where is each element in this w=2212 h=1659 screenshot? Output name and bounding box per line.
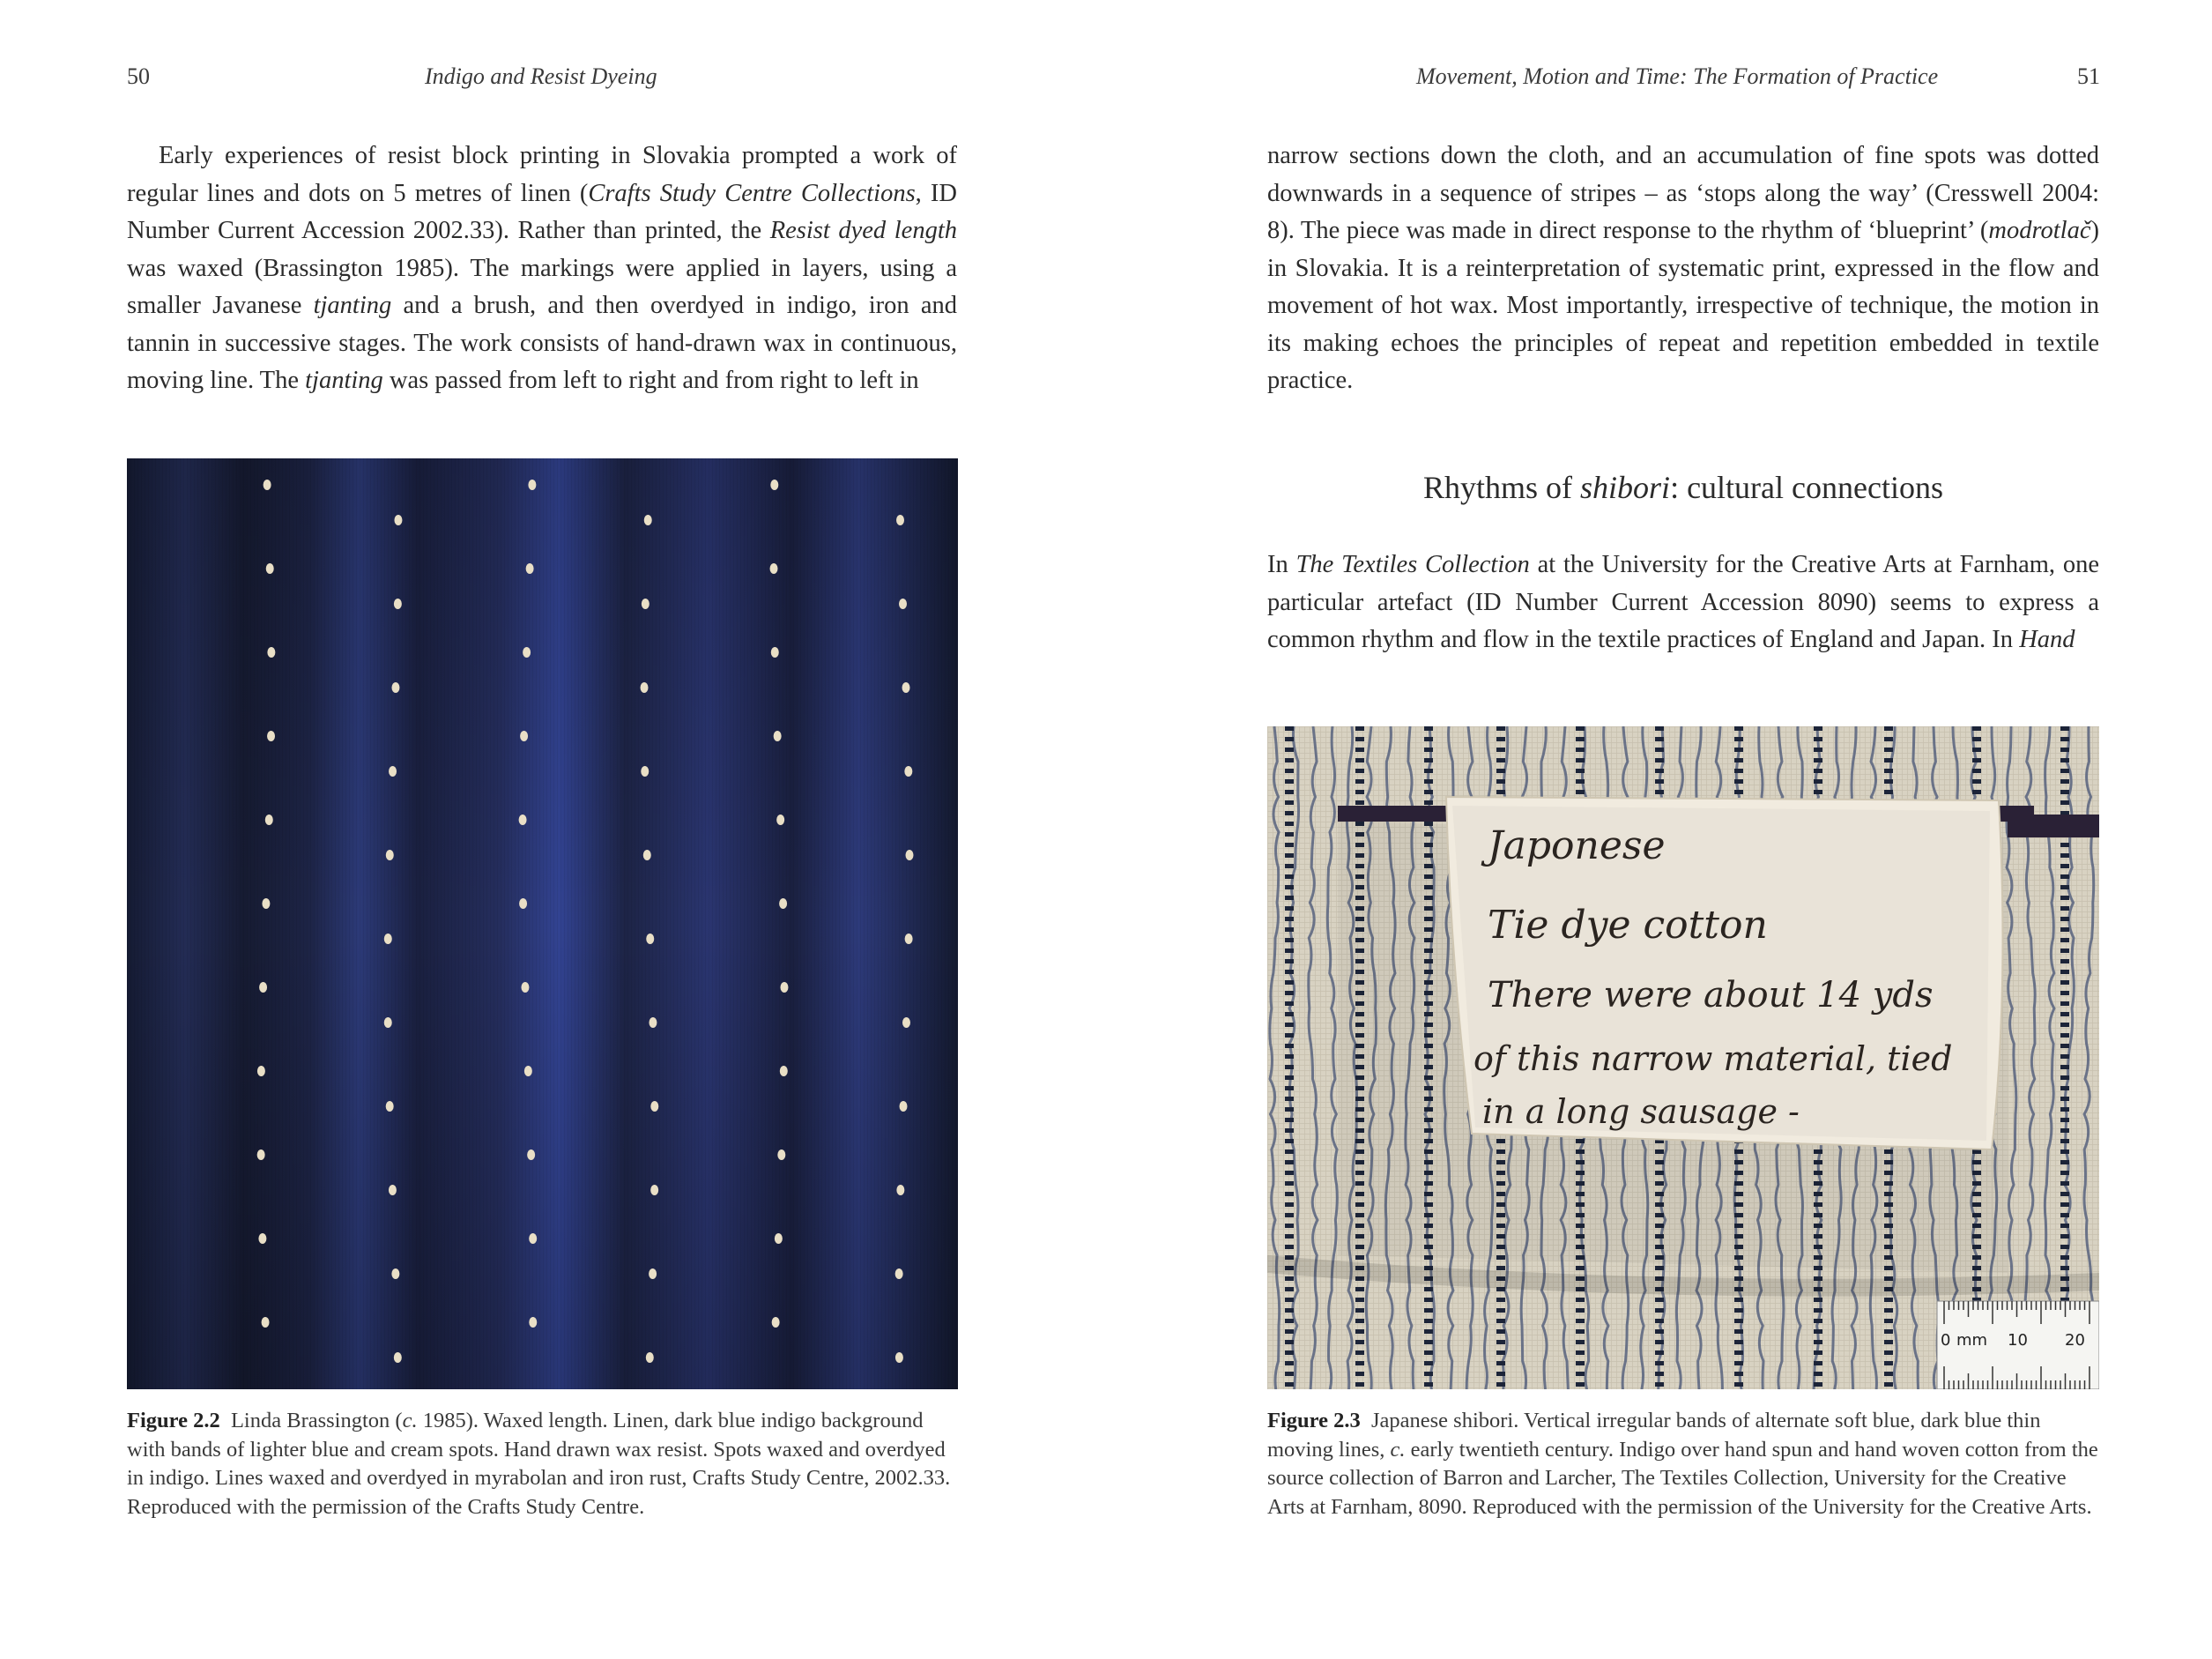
- scale-ruler: [1937, 1301, 2099, 1389]
- figure-label: Figure 2.3: [1267, 1409, 1361, 1432]
- body-paragraph: Early experiences of resist block printing in Slovakia prompted a work of regular lines and dots on 5 metres of linen (Crafts Study Centre Collections, ID Number Current Accession 2002.33). Rather than printed, the Resist dyed length was waxed (Brassington 1985). The markings were applied in layers, using a smaller Javanese tjanting and a brush, and then overdyed in indigo, iron and tannin in successive stages. The work consists of hand-drawn wax in continuous, moving line. The tjanting was passed from left to right and from right to left in: [127, 142, 958, 394]
- wax-spot: [258, 1233, 266, 1244]
- page-number: 51: [2077, 63, 2100, 89]
- wax-spot: [896, 1185, 904, 1195]
- wax-spot: [776, 815, 784, 825]
- wax-spot: [902, 1017, 910, 1028]
- wax-spot: [257, 1066, 265, 1076]
- svg-text:10: 10: [2008, 1331, 2028, 1350]
- figure-photo-shibori-cloth: [1267, 726, 2099, 1389]
- wax-spot: [384, 934, 392, 944]
- wax-spot: [523, 647, 531, 658]
- wax-spot: [264, 480, 271, 490]
- wax-spot: [267, 731, 275, 741]
- wax-spot: [641, 682, 649, 693]
- page-number: 50: [127, 63, 150, 89]
- wax-spot: [389, 1185, 397, 1195]
- wax-spot: [895, 1352, 903, 1363]
- wax-spot: [389, 766, 397, 777]
- figure-caption: Figure 2.3 Japanese shibori. Vertical irregular bands of alternate soft blue, dark blue thin moving lines, c. early twentieth century. Indigo over hand spun and hand woven cotton from the source collection of Barron and Larcher, The Textiles Collection, University for the Creative Arts at Farnham, 8090. Reproduced with the permission of the University for the Creative Arts.: [1267, 1409, 2098, 1519]
- wax-spot: [394, 1352, 402, 1363]
- wax-spot: [267, 647, 275, 658]
- note-line-2: Tie dye cotton: [1488, 903, 1768, 948]
- wax-spot: [771, 647, 779, 658]
- wax-spot: [649, 1268, 657, 1279]
- figure-label: Figure 2.2: [127, 1409, 220, 1432]
- body-paragraph: narrow sections down the cloth, and an accumulation of fine spots was dotted downwards in a sequence of stripes – as ‘stops along the way’ (Cresswell 2004: 8). The piece was made in direct response to the rhythm of ‘blueprint’ (modrotlač) in Slovakia. It is a reinterpretation of systematic print, expressed in the flow and movement of hot wax. Most importantly, irrespective of technique, the motion in its making echoes the principles of repeat and repetition embedded in textile practice.: [1267, 142, 2099, 394]
- wax-spot: [646, 934, 654, 944]
- wax-spot: [391, 1268, 399, 1279]
- wax-spot: [646, 1352, 654, 1363]
- figure-photo-indigo-linen: [127, 458, 958, 1389]
- wax-spot: [262, 1317, 270, 1328]
- wax-spot: [644, 515, 652, 525]
- note-line-5: in a long sausage -: [1482, 1092, 1800, 1131]
- wax-spot: [896, 515, 904, 525]
- note-line-3: There were about 14 yds: [1488, 975, 1934, 1015]
- note-line-4: of this narrow material, tied: [1473, 1039, 1953, 1078]
- wax-spot: [902, 682, 910, 693]
- wax-spot: [904, 766, 912, 777]
- wax-spot: [779, 898, 787, 909]
- wax-spot: [770, 480, 778, 490]
- wax-spot: [384, 1017, 392, 1028]
- body-paragraph: In The Textiles Collection at the University for the Creative Arts at Farnham, one particular artefact (ID Number Current Accession 8090) seems to express a common rhythm and flow in the textile practices of England and Japan. In Hand: [1267, 551, 2099, 653]
- wax-spot: [265, 815, 273, 825]
- wax-spot: [386, 1101, 394, 1112]
- wax-spot: [775, 1233, 783, 1244]
- handwritten-label: [1446, 797, 2003, 1149]
- figure-caption: Figure 2.2 Linda Brassington (c. 1985). Waxed length. Linen, dark blue indigo background with bands of lighter blue and cream spots. Hand drawn wax resist. Spots waxed and overdyed in indigo. Lines waxed and overdyed in myrabolan and iron rust, Crafts Study Centre, 2002.33. Reproduced with the permission of the Crafts Study Centre.: [127, 1409, 951, 1519]
- wax-spot: [257, 1149, 265, 1160]
- svg-text:mm: mm: [1956, 1331, 1988, 1350]
- wax-spot: [770, 563, 778, 574]
- wax-spot: [642, 599, 649, 609]
- wax-spot: [524, 1066, 532, 1076]
- svg-text:0: 0: [1941, 1331, 1951, 1350]
- running-head: Indigo and Resist Dyeing: [425, 63, 657, 89]
- wax-spot: [777, 1149, 785, 1160]
- wax-spot: [905, 850, 913, 860]
- wax-spot: [905, 934, 913, 944]
- wax-spot: [529, 1317, 537, 1328]
- wax-spot: [521, 982, 529, 993]
- wax-spot: [899, 1101, 907, 1112]
- wax-spot: [519, 815, 527, 825]
- svg-text:20: 20: [2065, 1331, 2085, 1350]
- wax-spot: [780, 1066, 788, 1076]
- wax-spot: [394, 515, 402, 525]
- wax-spot: [780, 982, 788, 993]
- wax-spot: [649, 1017, 657, 1028]
- wax-spot: [262, 898, 270, 909]
- wax-spot: [650, 1185, 658, 1195]
- wax-spot: [895, 1268, 903, 1279]
- wax-spot: [259, 982, 267, 993]
- wax-spot: [519, 898, 527, 909]
- wax-spot: [386, 850, 394, 860]
- wax-spot: [650, 1101, 658, 1112]
- note-line-1: Japonese: [1488, 823, 1666, 868]
- wax-spot: [772, 1317, 780, 1328]
- running-head: Movement, Motion and Time: The Formation of Practice: [1416, 63, 1939, 89]
- shibori-dark-band: [1285, 726, 1294, 1389]
- wax-spot: [899, 599, 907, 609]
- wax-spot: [526, 563, 534, 574]
- wax-spot: [520, 731, 528, 741]
- wax-spot: [641, 766, 649, 777]
- wax-spot: [529, 1233, 537, 1244]
- right-page: [1106, 0, 2212, 1659]
- wax-spot: [643, 850, 651, 860]
- wax-spot: [266, 563, 274, 574]
- wax-spot: [527, 1149, 535, 1160]
- wax-spot: [528, 480, 536, 490]
- wax-spot: [391, 682, 399, 693]
- section-heading: Rhythms of shibori: cultural connections: [1423, 470, 1943, 505]
- wax-spot: [394, 599, 402, 609]
- wax-spot: [774, 731, 782, 741]
